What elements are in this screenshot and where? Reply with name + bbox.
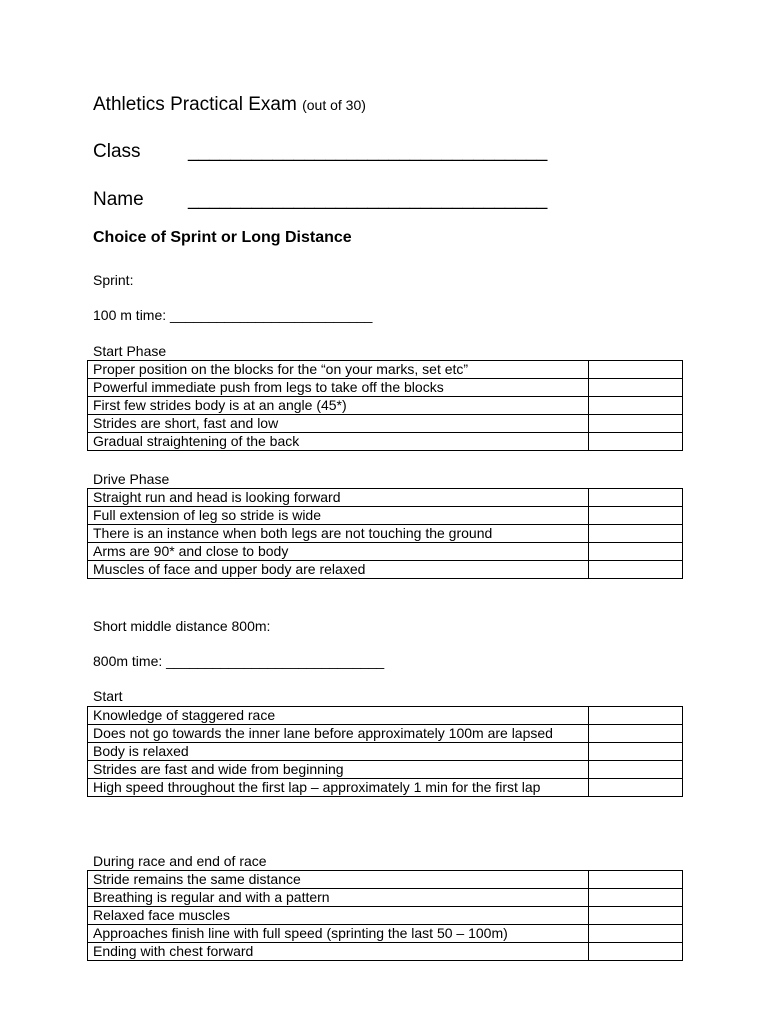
middle-start-table: [87, 706, 683, 797]
choice-heading: Choice of Sprint or Long Distance: [93, 229, 352, 246]
score-cell[interactable]: [589, 507, 683, 525]
criterion-text: Does not go towards the inner lane before approximately 100m are lapsed: [93, 725, 553, 741]
criterion-row: [88, 743, 683, 761]
criterion-row: [88, 889, 683, 907]
criterion-row: [88, 761, 683, 779]
score-cell[interactable]: [589, 943, 683, 961]
score-cell[interactable]: [589, 925, 683, 943]
exam-title-text: Athletics Practical Exam: [93, 94, 297, 115]
criterion-row: [88, 415, 683, 433]
middle-start-title: Start: [93, 688, 123, 704]
criterion-row: [88, 943, 683, 961]
criterion-text: Full extension of leg so stride is wide: [93, 507, 321, 523]
score-cell[interactable]: [589, 561, 683, 579]
criterion-text: Knowledge of staggered race: [93, 707, 276, 723]
criterion-cell: [88, 525, 589, 543]
criterion-text: Gradual straightening of the back: [93, 433, 300, 449]
criterion-cell: [88, 507, 589, 525]
criterion-text: Stride remains the same distance: [93, 871, 301, 887]
criterion-cell: [88, 707, 589, 725]
criterion-cell: [88, 379, 589, 397]
criterion-text: Body is relaxed: [93, 743, 189, 759]
during-race-title: During race and end of race: [93, 853, 267, 869]
score-cell[interactable]: [589, 743, 683, 761]
criterion-row: [88, 907, 683, 925]
criterion-row: [88, 779, 683, 797]
score-cell[interactable]: [589, 889, 683, 907]
criterion-row: [88, 397, 683, 415]
score-cell[interactable]: [589, 725, 683, 743]
class-field[interactable]: [93, 141, 548, 163]
criterion-row: [88, 543, 683, 561]
criterion-text: Strides are short, fast and low: [93, 415, 279, 431]
criterion-row: [88, 433, 683, 451]
sprint-time-field[interactable]: 100 m time: __________________________: [93, 307, 373, 323]
score-cell[interactable]: [589, 361, 683, 379]
criterion-cell: [88, 397, 589, 415]
criterion-text: Arms are 90* and close to body: [93, 543, 289, 559]
criterion-cell: [88, 543, 589, 561]
criterion-row: [88, 561, 683, 579]
score-cell[interactable]: [589, 489, 683, 507]
criterion-cell: [88, 433, 589, 451]
score-cell[interactable]: [589, 761, 683, 779]
criterion-cell: [88, 779, 589, 797]
class-label: Class: [93, 141, 141, 162]
criterion-row: [88, 725, 683, 743]
criterion-cell: [88, 489, 589, 507]
criterion-cell: [88, 361, 589, 379]
criterion-text: Relaxed face muscles: [93, 907, 230, 923]
score-cell[interactable]: [589, 525, 683, 543]
criterion-text: Approaches finish line with full speed (sprinting the last 50 – 100m): [93, 925, 508, 941]
criterion-text: Proper position on the blocks for the “on your marks, set etc”: [93, 361, 469, 377]
score-cell[interactable]: [589, 397, 683, 415]
drive-phase-title: Drive Phase: [93, 471, 170, 487]
criterion-cell: [88, 561, 589, 579]
criterion-row: [88, 489, 683, 507]
name-label: Name: [93, 189, 144, 210]
exam-title-suffix: (out of 30): [302, 97, 366, 113]
score-cell[interactable]: [589, 907, 683, 925]
criterion-text: Powerful immediate push from legs to take off the blocks: [93, 379, 444, 395]
criterion-text: Strides are fast and wide from beginning: [93, 761, 344, 777]
middle-time-field[interactable]: 800m time: ____________________________: [93, 653, 385, 669]
score-cell[interactable]: [589, 379, 683, 397]
start-phase-table: [87, 360, 683, 451]
criterion-cell: [88, 725, 589, 743]
class-blank-line[interactable]: __________________________________: [188, 141, 548, 162]
criterion-text: High speed throughout the first lap – approximately 1 min for the first lap: [93, 779, 541, 795]
criterion-text: Straight run and head is looking forward: [93, 489, 341, 505]
score-cell[interactable]: [589, 779, 683, 797]
criterion-cell: [88, 907, 589, 925]
score-cell[interactable]: [589, 433, 683, 451]
score-cell[interactable]: [589, 707, 683, 725]
criterion-cell: [88, 415, 589, 433]
start-phase-title: Start Phase: [93, 343, 167, 359]
criterion-row: [88, 507, 683, 525]
criterion-cell: [88, 761, 589, 779]
criterion-row: [88, 525, 683, 543]
criterion-cell: [88, 889, 589, 907]
criterion-cell: [88, 871, 589, 889]
criterion-text: There is an instance when both legs are not touching the ground: [93, 525, 493, 541]
criterion-cell: [88, 743, 589, 761]
criterion-text: Ending with chest forward: [93, 943, 254, 959]
criterion-row: [88, 925, 683, 943]
name-blank-line[interactable]: __________________________________: [188, 189, 548, 210]
score-cell[interactable]: [589, 415, 683, 433]
criterion-text: Muscles of face and upper body are relaxed: [93, 561, 366, 577]
criterion-text: First few strides body is at an angle (45*): [93, 397, 347, 413]
criterion-row: [88, 379, 683, 397]
drive-phase-table: [87, 488, 683, 579]
criterion-row: [88, 707, 683, 725]
criterion-cell: [88, 925, 589, 943]
middle-distance-label: Short middle distance 800m:: [93, 618, 271, 634]
score-cell[interactable]: [589, 543, 683, 561]
name-field[interactable]: [93, 189, 548, 211]
criterion-row: [88, 871, 683, 889]
criterion-text: Breathing is regular and with a pattern: [93, 889, 330, 905]
criterion-cell: [88, 943, 589, 961]
score-cell[interactable]: [589, 871, 683, 889]
exam-title: [93, 94, 366, 116]
sprint-label: Sprint:: [93, 272, 134, 288]
criterion-row: [88, 361, 683, 379]
during-race-table: [87, 870, 683, 961]
